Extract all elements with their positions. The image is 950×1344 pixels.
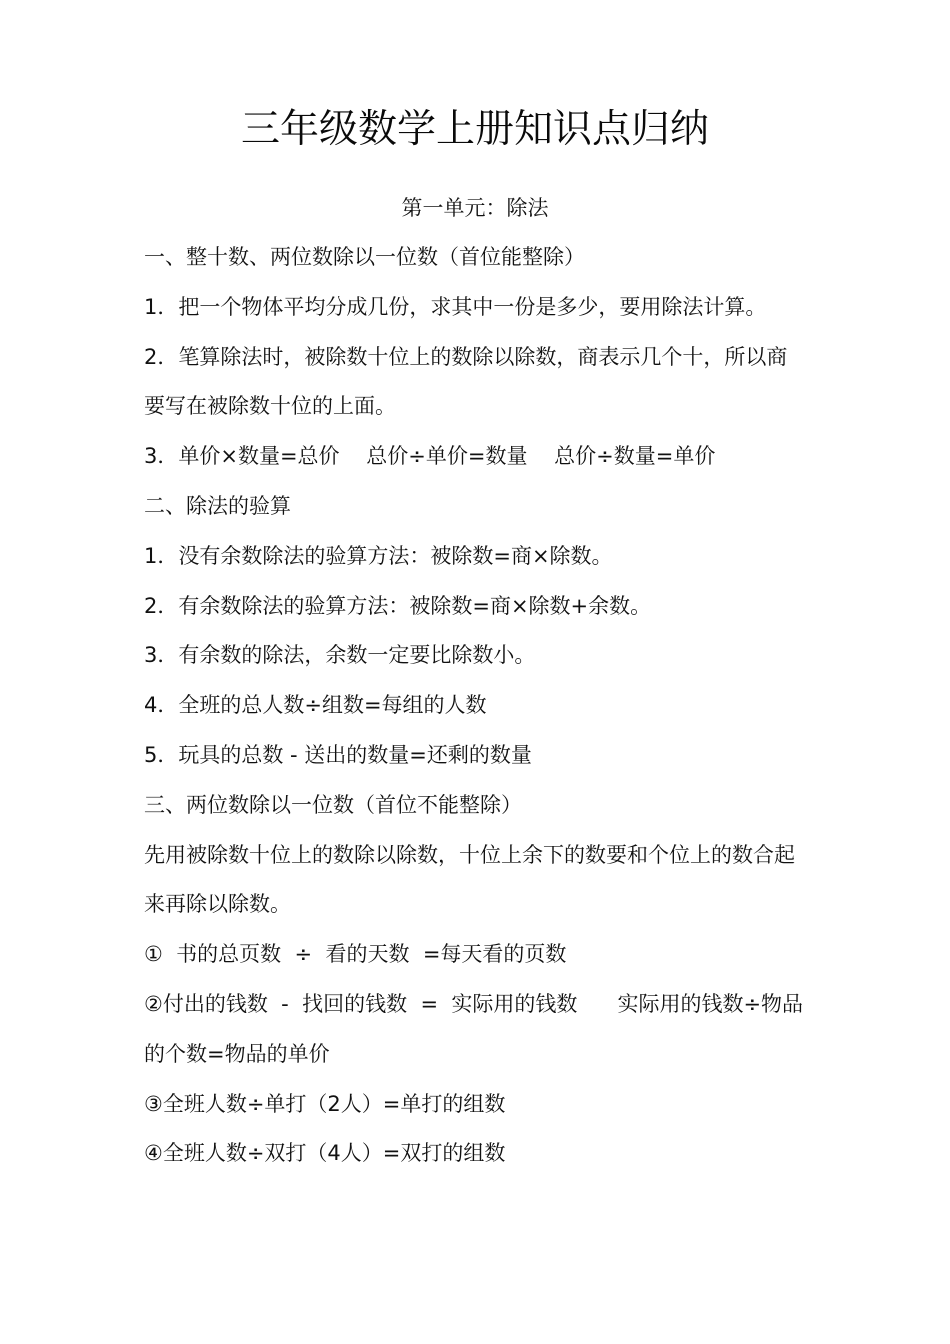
document-title: 三年级数学上册知识点归纳 [240, 107, 709, 152]
formula-line: 的个数=物品的单价 [144, 1041, 330, 1066]
formula-line: ① 书的总页数 ÷ 看的天数 =每天看的页数 [144, 942, 567, 967]
text-line: 1．把一个物体平均分成几份，求其中一份是多少，要用除法计算。 [144, 294, 767, 319]
text-line: 要写在被除数十位的上面。 [144, 394, 396, 419]
section-heading-1: 一、整十数、两位数除以一位数（首位能整除） [144, 245, 585, 269]
text-line: 2．笔算除法时，被除数十位上的数除以除数，商表示几个十，所以商 [144, 344, 788, 369]
text-line: 4．全班的总人数÷组数=每组的人数 [144, 693, 487, 718]
text-line: 3．有余数的除法，余数一定要比除数小。 [144, 643, 536, 668]
text-line: 2．有余数除法的验算方法：被除数=商×除数+余数。 [144, 593, 652, 618]
text-line: 先用被除数十位上的数除以除数，十位上余下的数要和个位上的数合起 [144, 842, 795, 867]
section-heading-3: 三、两位数除以一位数（首位不能整除） [144, 792, 522, 817]
document-body [144, 241, 816, 1187]
text-line: 5．玩具的总数 - 送出的数量=还剩的数量 [144, 742, 532, 767]
formula-line: ②付出的钱数 - 找回的钱数 = 实际用的钱数 实际用的钱数÷物品 [144, 991, 804, 1016]
unit-heading: 第一单元：除法 [401, 196, 549, 220]
formula-line: ④全班人数÷双打（4人）=双打的组数 [144, 1141, 506, 1166]
text-line: 1．没有余数除法的验算方法：被除数=商×除数。 [144, 543, 613, 568]
formula-line: 3．单价×数量=总价 总价÷单价=数量 总价÷数量=单价 [144, 444, 716, 469]
formula-line: ③全班人数÷单打（2人）=单打的组数 [144, 1091, 506, 1116]
section-heading-2: 二、除法的验算 [144, 493, 291, 518]
text-line: 来再除以除数。 [144, 892, 291, 917]
